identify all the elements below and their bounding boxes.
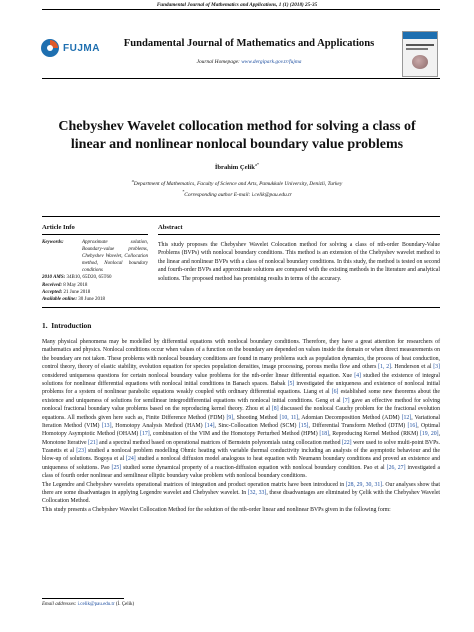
ams-class: 2010 AMS: 34B10, 65D20, 65T60 xyxy=(42,275,112,281)
affiliation-block: $^a$Department of Mathematics, Faculty of Science and Arts, Pamukkale University, Denizli, Turkey *Corresponding author E-mail: i.celik@pau.edu.tr xyxy=(131,178,343,198)
email-name: (İ. Çelik) xyxy=(115,602,135,607)
citation-link[interactable]: [19, 20] xyxy=(419,431,439,438)
citation-link[interactable]: [9] xyxy=(226,414,234,421)
citation-link[interactable]: [8] xyxy=(271,406,279,413)
homepage-label: Journal Homepage: xyxy=(196,59,240,65)
logo-text: FUJMA xyxy=(63,42,100,54)
citation-link[interactable]: [16] xyxy=(407,422,418,429)
citation-link[interactable]: [26, 27] xyxy=(386,464,406,471)
citation-link[interactable]: [22] xyxy=(341,439,352,446)
introduction-body xyxy=(42,338,440,514)
info-top-rule xyxy=(42,216,440,217)
citation-link[interactable]: [4] xyxy=(354,372,361,379)
citation-link[interactable]: [14] xyxy=(204,422,215,429)
corresponding-author: Corresponding author E-mail: i.celik@pau.edu.tr xyxy=(184,191,292,198)
homepage-link[interactable]: www.dergipark.gov.tr/fujma xyxy=(241,59,302,65)
citation-link[interactable]: [5] xyxy=(287,380,295,387)
affiliation: Department of Mathematics, Faculty of Science and Arts, Pamukkale University, Denizli, Turkey xyxy=(133,180,343,187)
author-mark: a* xyxy=(254,162,260,167)
article-info xyxy=(42,239,148,303)
abstract-text: This study proposes the Chebyshev Wavelet Colocation method for solving a class of nth-order Boundary-Value Problems (BVPs) with nonlocal boundary conditions. This method is an extension of the Chebyshev wavelet method to the linear and nonlinear BVPs with a class of nonlocal boundary conditions. In this study, the method is tested on second and fourth-order BVPs and approximate solutions are compared with the existing methods in the literature and analytical solutions. The proposed method has promising results in terms of the accuracy. xyxy=(158,242,440,282)
footnote-email xyxy=(42,602,134,607)
keywords: Keywords: Approximate solution, Boundary-value problems, Chebyshev Wavelet, Collocation method, Nonlocal boundary conditions xyxy=(42,240,148,274)
citation-link[interactable]: [3] xyxy=(433,364,441,371)
author-name: İbrahim Çelik xyxy=(214,164,255,172)
online-date: Available online: 30 June 2018 xyxy=(42,296,105,302)
citation-link[interactable]: [10, 11] xyxy=(279,414,299,421)
citation-link[interactable]: [32, 33] xyxy=(247,490,267,497)
paragraph: Many physical phenomena may be modelled by differential equations with nonlocal boundary conditions. Therefore, they have a great attention for researchers of mathematics and physics. Nonlocal conditions occur when values of a function on the boundary are depended on values inside the domain or when direct measurements on the boundary are not taken. These problems with nonlocal boundary conditions are found in many problems such as population dynamics, the process of heat conduction, control theory, theory of elastic stability, evolution equation for species population densities, image processing, porous media flow and others [1, 2]. Henderson et al [3] considered uniqueness questions for certain nonlocal boundary value problems for the nth-order linear differential equation. Xue [4] studied the existence of integral solutions for nonlinear differential equations with nonlocal initial conditions in Banach spaces. Babak [5] investigated the uniqueness and existence of nonlocal initial problems for a system of nonlinear parabolic equations weakly coupled with ordinary differential equations. Liang et al [6] established some new theorems about the existence and uniqueness of solutions for semilinear integrodifferential equations with nonlocal initial conditions. Geng et al [7] gave an effective method for solving nonlocal fractional boundary value problems based on the reproducing kernel theory. Zhou et al [8] discussed the nonlocal Cauchy problem for the fractional evolution equations. All methods given here such as, Finite Difference Method (FDM) [9], Shooting Method [10, 11], Adomian Decomposition Method (ADM) [12], Variational Iteration Method (VIM) [13], Homotopy Analysis Method (HAM) [14], Sinc-Collocation Method (SCM) [15], Differential Transform Method (DTM) [16], Optimal Homotopy Asymptotic Method (OHAM) [17], combination of the VIM and the Homotopy Perturbed Method (HPM) [18], Reproducing Kernel Method (RKM) [19, 20], Monotone Iterative [21] and a spectral method based on operational matrices of Bernstein polynomials using collocation method [22] were used to solve multi-point BVPs. Tzanetis et al [23] studied a nonlocal problem modelling Ohmic heating with variable thermal conductivity including an analysis of the asymptotic behaviour and the blow-up of solutions. Bogoya et al [24] studied a nonlocal diffusion model analogous to heat equation with Neumann boundary conditions and proved an existence and uniqueness of solutions. Pao [25] studied some dynamical property of a reaction-diffusion equation with nonlocal boundary condition. Pao et al [26, 27] investigated a class of fourth order nonlinear and semilinear elliptic boundary value problem with nonlocal boundary conditions. xyxy=(42,339,441,480)
accepted-date: Accepted: 21 June 2018 xyxy=(42,289,91,295)
paper-title: Chebyshev Wavelet collocation method for solving a class of linear and nonlinear nonlocal boundary value problems xyxy=(58,119,416,152)
journal-logo xyxy=(40,37,100,59)
citation-link[interactable]: [18] xyxy=(319,431,330,438)
citation-link[interactable]: [1, 2] xyxy=(378,364,392,371)
email-label: Email addresses: xyxy=(42,602,77,607)
paragraph: The Legendre and Chebyshev wavelets operational matrices of integration and product operation matrix have been introduced in [28, 29, 30, 31]. Our analyses show that there are some disadvantages in applying Legendre wavelet and Chebyshev wavelet. In [32, 33], these disadvantages are eliminated by Çelik with the Chebyshev Wavelet Collocation Method. xyxy=(42,481,440,505)
citation-link[interactable]: [24] xyxy=(126,456,136,463)
header-rule xyxy=(42,9,440,10)
received-date: Received: 8 May 2018 xyxy=(42,282,88,288)
fujma-emblem-icon xyxy=(40,38,60,58)
masthead-rule xyxy=(42,78,440,79)
info-bottom-rule xyxy=(42,307,440,308)
citation-link[interactable]: [7] xyxy=(342,397,350,404)
footnote-rule xyxy=(42,598,124,599)
author-line xyxy=(40,162,434,171)
cover-image xyxy=(412,55,428,69)
citation-link[interactable]: [28, 29, 30, 31] xyxy=(345,481,383,488)
citation-link[interactable]: [6] xyxy=(331,389,339,396)
email-link[interactable]: i.celik@pau.edu.tr xyxy=(77,602,115,607)
journal-cover-thumbnail xyxy=(402,31,438,77)
journal-title: Fundamental Journal of Mathematics and Applications xyxy=(123,38,375,49)
citation-link[interactable]: [25] xyxy=(111,464,122,471)
abstract-heading: Abstract xyxy=(158,224,183,231)
citation-link[interactable]: [15] xyxy=(298,422,309,429)
citation-link[interactable]: [17] xyxy=(140,431,150,438)
section-heading: 1. Introduction xyxy=(42,321,92,330)
citation-link[interactable]: [13] xyxy=(101,422,112,429)
citation-link[interactable]: [23] xyxy=(76,448,86,455)
running-head: Fundamental Journal of Mathematics and Applications, 1 (1) (2018) 25-35 xyxy=(156,2,318,8)
citation-link[interactable]: [21] xyxy=(88,439,98,446)
paragraph: This study presents a Chebyshev Wavelet Collocation Method for the solution of the nth-order linear and nonlinear BVPs given in the following form: xyxy=(42,506,391,513)
citation-link[interactable]: [12] xyxy=(401,414,412,421)
journal-homepage xyxy=(104,59,394,65)
article-info-heading: Article Info xyxy=(42,224,75,231)
